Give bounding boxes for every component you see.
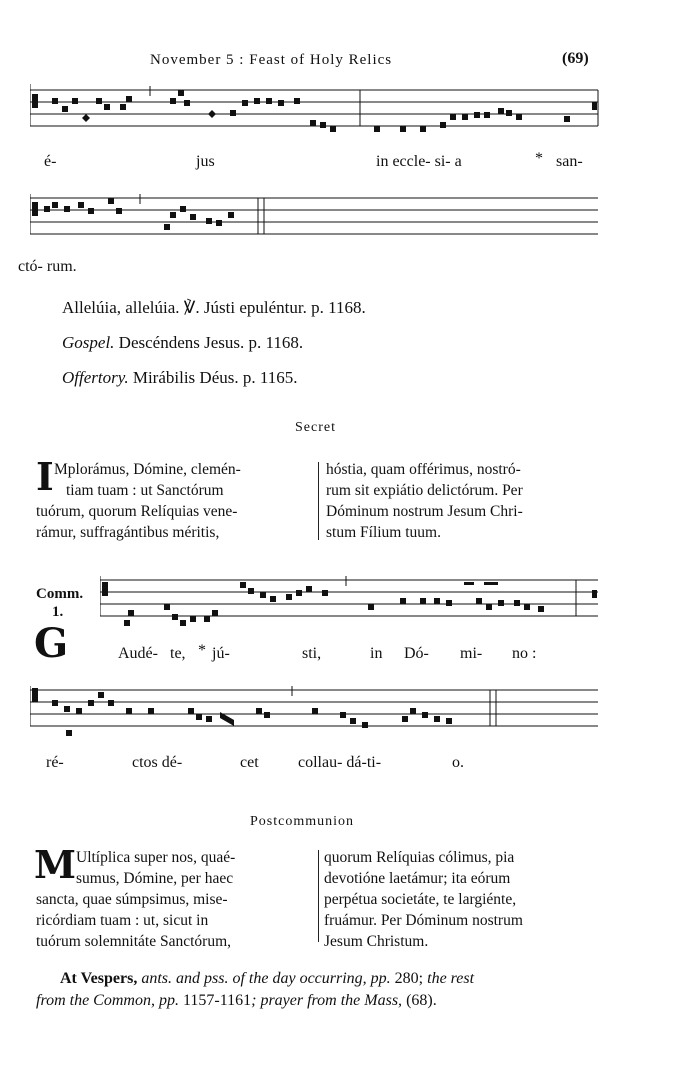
syllable: ctó- rum. <box>18 258 77 275</box>
vespers-lead: At Vespers, <box>60 970 138 987</box>
text-line: tuórum, quorum Relíquias vene- <box>36 503 238 520</box>
text-line: rámur, suffragántibus méritis, <box>36 524 220 541</box>
chant-staff-4 <box>30 686 600 742</box>
asterisk: * <box>198 642 206 659</box>
syllable: Audé- <box>118 645 158 662</box>
syllable: mi- <box>460 645 483 662</box>
offertory-line <box>62 368 297 388</box>
text-line: Jesum Christum. <box>324 933 429 950</box>
text-line: sumus, Dómine, per haec <box>76 870 234 887</box>
staff-lines-4 <box>30 686 600 742</box>
syllable: sti, <box>302 645 322 662</box>
secret-initial: I <box>36 454 54 499</box>
gospel-line <box>62 333 303 353</box>
column-divider <box>318 462 319 540</box>
text-line: sancta, quae súmpsimus, mise- <box>36 891 228 908</box>
syllable: no : <box>512 645 537 662</box>
vespers-text: from the Common, pp. <box>36 992 179 1009</box>
column-divider <box>318 850 319 942</box>
postcommunion-left-column-cont <box>36 889 231 952</box>
vespers-text: ; prayer from the Mass, <box>251 992 403 1009</box>
text-line: fruámur. Per Dóminum nostrum <box>324 912 523 929</box>
syllable: ctos dé- <box>132 754 183 771</box>
communion-label: Comm. <box>36 586 84 602</box>
secret-left-column-cont <box>36 501 237 543</box>
syllable: ré- <box>46 754 64 771</box>
text-line: tiam tuam : ut Sanctórum <box>66 482 224 499</box>
text-line: stum Fílium tuum. <box>326 524 441 541</box>
alleluia-line: Allelúia, allelúia. ℣. Jústi epuléntur. p. 1168. <box>62 298 366 317</box>
text-line: tuórum solemnitáte Sanctórum, <box>36 933 232 950</box>
vespers-ref: (68). <box>402 992 437 1009</box>
syllable: in eccle- si- a <box>376 153 462 170</box>
gospel-label: Gospel. <box>62 333 115 352</box>
offertory-text: Mirábilis Déus. p. 1165. <box>132 368 298 387</box>
syllable: o. <box>452 754 464 771</box>
text-line: Ultíplica super nos, quaé- <box>76 849 236 866</box>
syllable: Dó- <box>404 645 429 662</box>
gospel-text: Descéndens Jesus. p. 1168. <box>118 333 304 352</box>
syllable: cet <box>240 754 259 771</box>
postcommunion-heading: Postcommunion <box>250 814 355 829</box>
staff-lines-3 <box>100 576 600 636</box>
syllable: san- <box>556 153 583 170</box>
text-line: devotióne laetámur; ita eórum <box>324 870 511 887</box>
vespers-text: the rest <box>423 970 475 987</box>
text-line: quorum Relíquias cólimus, pia <box>324 849 515 866</box>
chant-staff-1 <box>30 84 600 140</box>
syllable: collau- dá-ti- <box>298 754 382 771</box>
staff-lines-2 <box>30 194 600 240</box>
page-number: (69) <box>562 50 589 67</box>
secret-left-column <box>54 459 241 501</box>
secret-right-column <box>326 459 523 543</box>
postcommunion-left-column <box>76 847 235 889</box>
text-line: perpétua societáte, te largiénte, <box>324 891 517 908</box>
syllable: jus <box>196 153 215 170</box>
vespers-ref: 1157-1161 <box>178 992 252 1009</box>
chant-staff-3 <box>100 576 600 636</box>
chant-staff-2 <box>30 194 600 240</box>
communion-initial: G <box>34 620 69 667</box>
text-line: Dóminum nostrum Jesum Chri- <box>326 503 523 520</box>
vespers-note <box>36 968 474 1012</box>
vespers-text: ants. and pss. of the day occurring, pp. <box>137 970 391 987</box>
syllable: in <box>370 645 383 662</box>
asterisk: * <box>535 150 543 167</box>
syllable: é- <box>44 153 57 170</box>
vespers-ref: 280; <box>390 970 424 987</box>
syllable: te, <box>170 645 186 662</box>
running-title: November 5 : Feast of Holy Relics <box>150 52 393 68</box>
text-line: rum sit expiátio delictórum. Per <box>326 482 523 499</box>
offertory-label: Offertory. <box>62 368 129 387</box>
syllable: jú- <box>212 645 230 662</box>
secret-heading: Secret <box>295 420 336 435</box>
text-line: hóstia, quam offérimus, nostró- <box>326 461 521 478</box>
postcommunion-right-column <box>324 847 523 952</box>
text-line: Mplorámus, Dómine, clemén- <box>54 461 241 478</box>
staff-lines-1 <box>30 84 600 140</box>
communion-mode: 1. <box>52 604 64 620</box>
postcommunion-initial: M <box>34 842 77 887</box>
text-line: ricórdiam tuam : ut, sicut in <box>36 912 209 929</box>
